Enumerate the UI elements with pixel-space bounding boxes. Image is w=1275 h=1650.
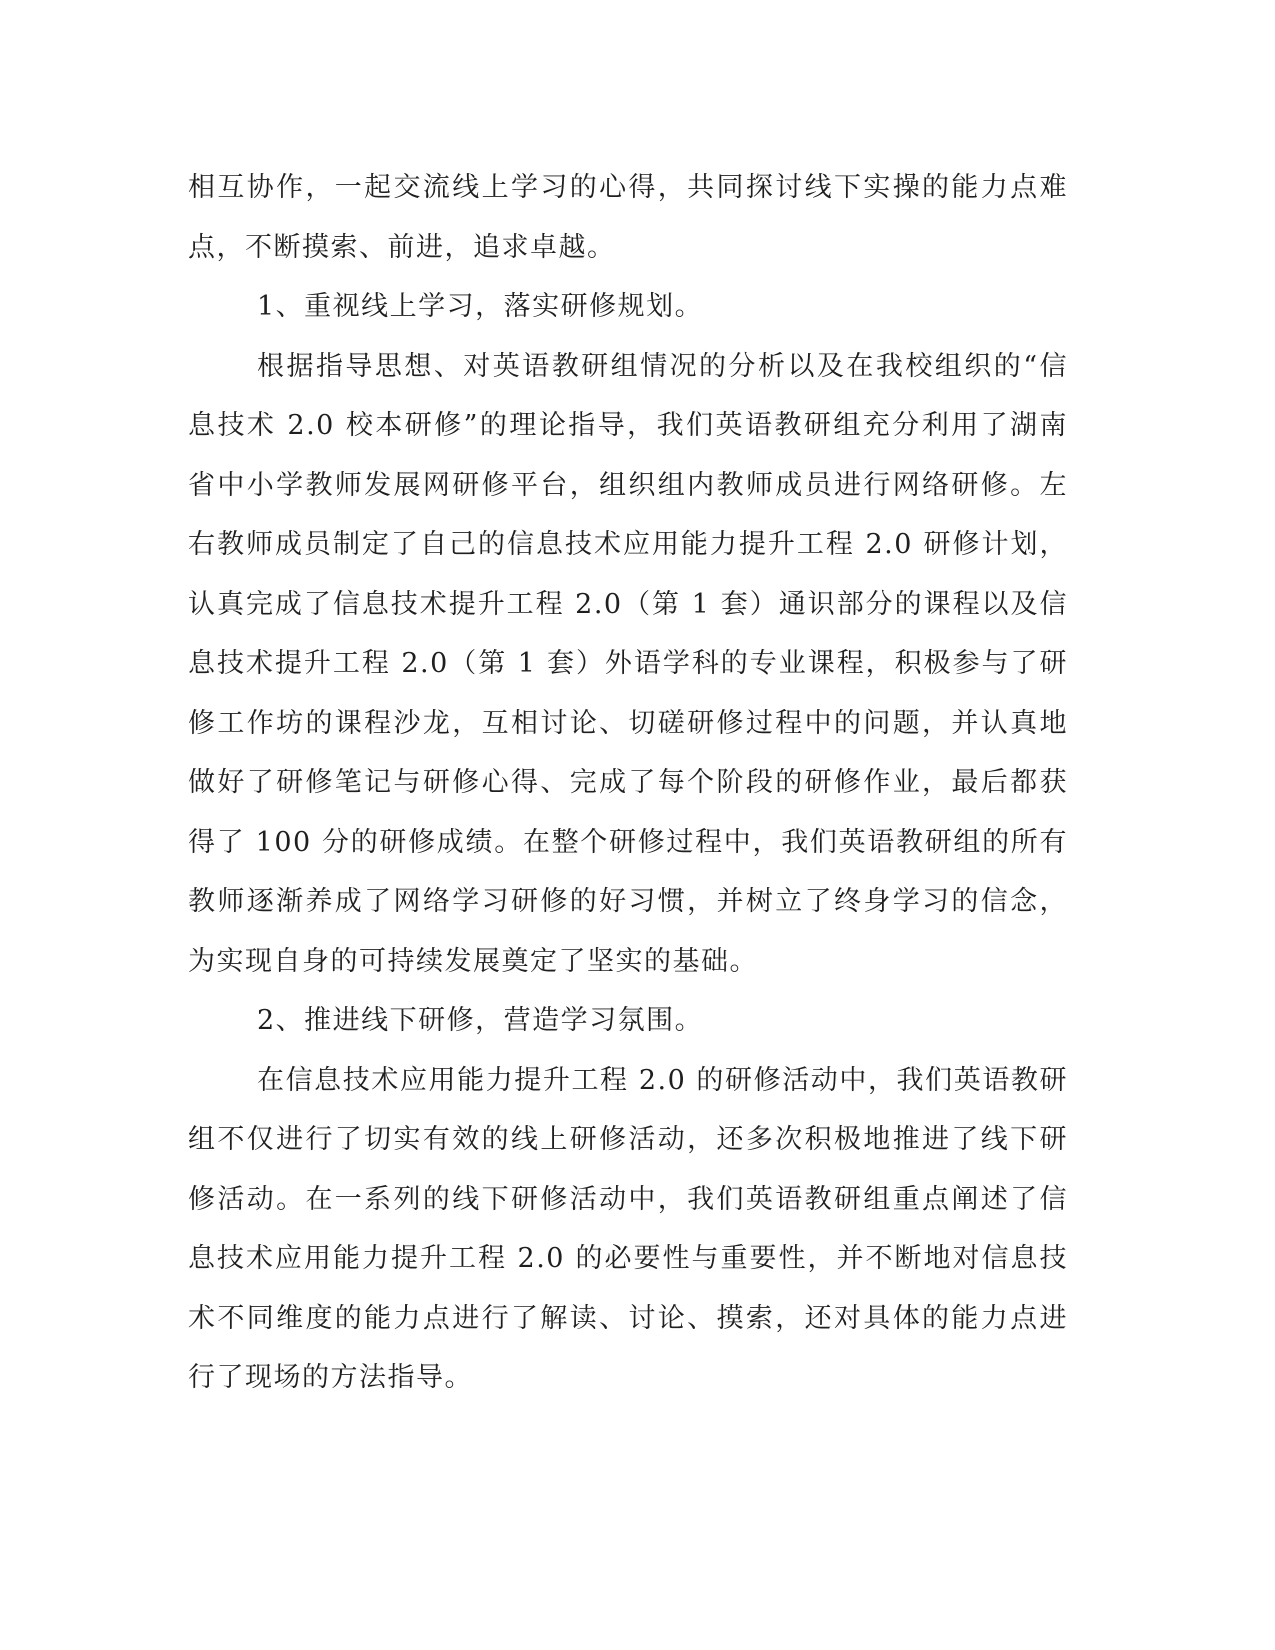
paragraph-offline-training: 在信息技术应用能力提升工程 2.0 的研修活动中，我们英语教研组不仅进行了切实有效的线上研修活动，还多次积极地推进了线下研修活动。在一系列的线下研修活动中，我们英语教研组重点阐述了信息技术应用能力提升工程 2.0 的必要性与重要性，并不断地对信息技术不同维度的能力点进行了解读、讨论、摸索，还对具体的能力点进行了现场的方法指导。: [188, 1064, 1068, 1393]
document-body: [188, 158, 1068, 1408]
paragraph-continuation: 相互协作，一起交流线上学习的心得，共同探讨线下实操的能力点难点，不断摸索、前进，追求卓越。: [188, 172, 1068, 263]
paragraph-online-learning: 根据指导思想、对英语教研组情况的分析以及在我校组织的“信息技术 2.0 校本研修”的理论指导，我们英语教研组充分利用了湖南省中小学教师发展网研修平台，组织组内教师成员进行网络研修。左右教师成员制定了自己的信息技术应用能力提升工程 2.0 研修计划，认真完成了信息技术提升工程 2.0（第 1 套）通识部分的课程以及信息技术提升工程 2.0（第 1 套）外语学科的专业课程，积极参与了研修工作坊的课程沙龙，互相讨论、切磋研修过程中的问题，并认真地做好了研修笔记与研修心得、完成了每个阶段的研修作业，最后都获得了 100 分的研修成绩。在整个研修过程中，我们英语教研组的所有教师逐渐养成了网络学习研修的好习惯，并树立了终身学习的信念，为实现自身的可持续发展奠定了坚实的基础。: [188, 350, 1068, 977]
section-heading-offline-training: 2、推进线下研修，营造学习氛围。: [257, 1005, 704, 1036]
section-heading-online-learning: 1、重视线上学习，落实研修规划。: [257, 291, 704, 322]
